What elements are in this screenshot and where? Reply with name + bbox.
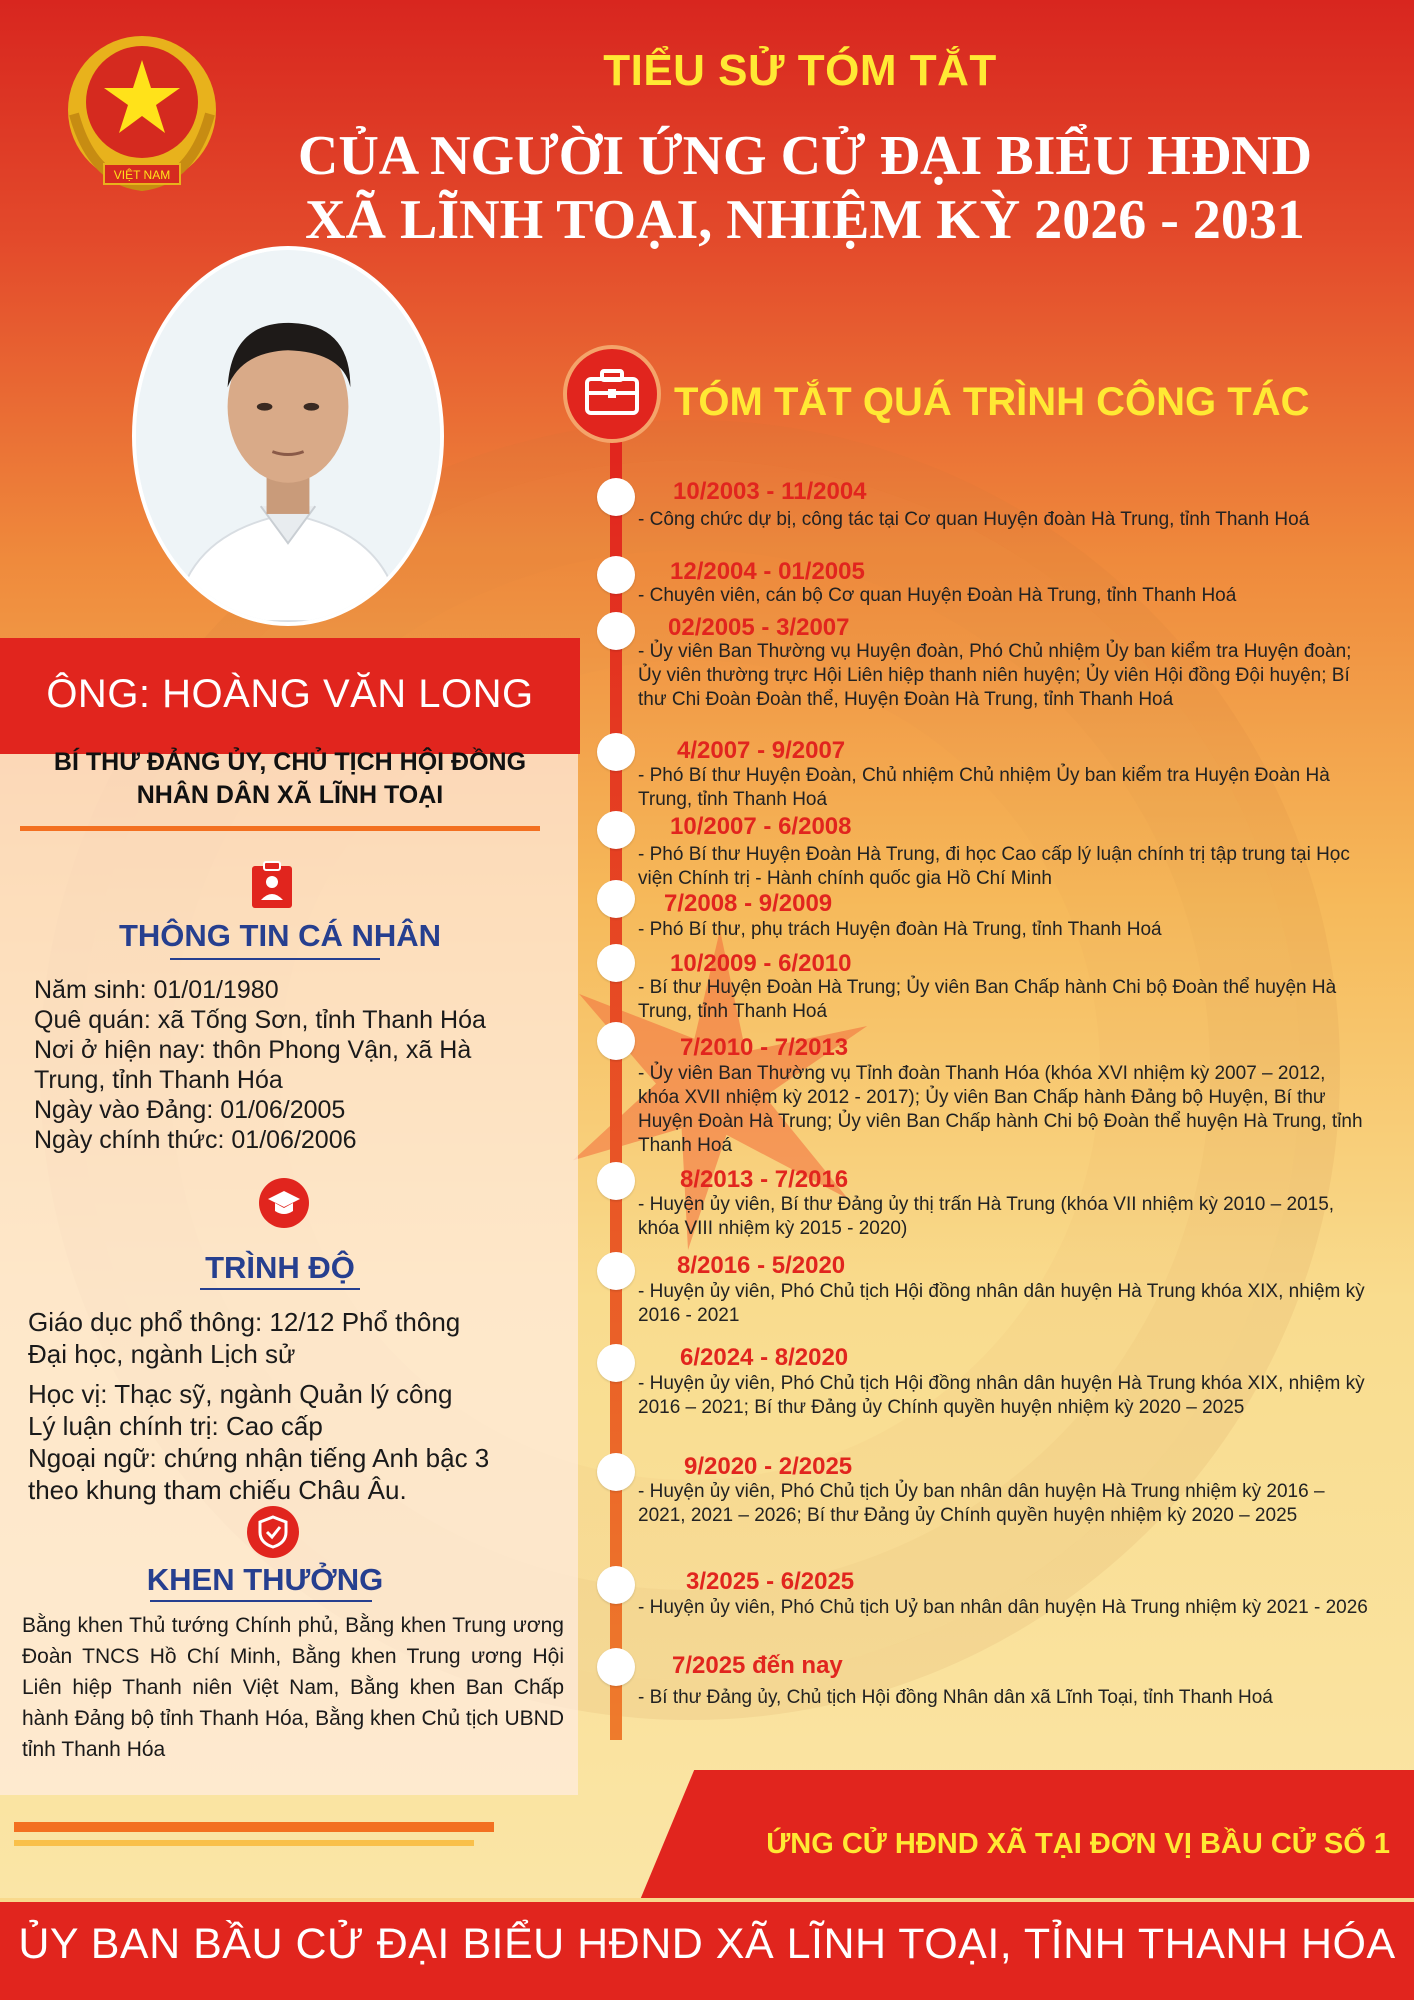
election-unit-slogan: ỨNG CỬ HĐND XÃ TẠI ĐƠN VỊ BẦU CỬ SỐ 1 [766, 1828, 1390, 1860]
timeline-date: 10/2003 - 11/2004 [673, 478, 867, 505]
timeline-dot [597, 612, 635, 650]
timeline-dot [597, 556, 635, 594]
emblem-ribbon-text: VIỆT NAM [113, 168, 171, 182]
timeline-description: - Phó Bí thư Huyện Đoàn Hà Trung, đi học Cao cấp lý luận chính trị tập trung tại Học viện Chính trị - Hành chính quốc gia Hồ Chí Minh [638, 844, 1350, 889]
personal-info-list [34, 975, 486, 1155]
timeline-description: - Ủy viên Ban Thường vụ Huyện đoàn, Phó Chủ nhiệm Ủy ban kiểm tra Huyện đoàn; Ủy viên thường trực Hội Liên hiệp thanh niên huyện; Ủy viên Hội đồng Đội huyện; Bí thư Chi Đoàn Đoàn thể, Huyện Đoàn Hà Trung, tỉnh Thanh Hoá [638, 641, 1352, 710]
timeline-date: 7/2008 - 9/2009 [664, 890, 833, 917]
timeline-description: - Huyện ủy viên, Bí thư Đảng ủy thị trấn Hà Trung (khóa VII nhiệm kỳ 2010 – 2015, khóa VIII nhiệm kỳ 2015 - 2020) [638, 1194, 1335, 1239]
personal-line: Nơi ở hiện nay: thôn Phong Vận, xã Hà [34, 1036, 472, 1064]
timeline-description: - Huyện ủy viên, Phó Chủ tịch Uỷ ban nhân dân huyện Hà Trung nhiệm kỳ 2021 - 2026 [638, 1597, 1368, 1618]
awards-text: Bằng khen Thủ tướng Chính phủ, Bằng khen Trung ương Đoàn TNCS Hồ Chí Minh, Bằng khen Trung ương Hội Liên hiệp Thanh niên Việt Nam, Bằng khen Ban Chấp hành Đảng bộ tỉnh Thanh Hóa, Bằng khen Chủ tịch UBND tỉnh Thanh Hóa [22, 1614, 564, 1761]
timeline-description: - Chuyên viên, cán bộ Cơ quan Huyện Đoàn Hà Trung, tỉnh Thanh Hoá [638, 585, 1237, 606]
personal-line: Quê quán: xã Tống Sơn, tỉnh Thanh Hóa [34, 1006, 486, 1034]
page-title-line1: CỦA NGƯỜI ỨNG CỬ ĐẠI BIỂU HĐND [297, 125, 1313, 187]
shield-check-icon [247, 1506, 299, 1558]
timeline-date: 7/2010 - 7/2013 [680, 1034, 849, 1061]
timeline-dot [597, 944, 635, 982]
timeline-date: 8/2016 - 5/2020 [677, 1252, 846, 1279]
portrait-silhouette-icon [136, 250, 440, 622]
timeline-dot [597, 1162, 635, 1200]
awards-title: KHEN THƯỞNG [146, 1562, 384, 1597]
timeline-dot [597, 811, 635, 849]
timeline-date: 10/2009 - 6/2010 [670, 950, 852, 977]
decor-yellow-line [14, 1840, 474, 1846]
candidate-name: ÔNG: HOÀNG VĂN LONG [46, 672, 534, 716]
divider [20, 826, 540, 831]
timeline-date: 9/2020 - 2/2025 [684, 1453, 853, 1480]
briefcase-icon [567, 349, 657, 439]
timeline-dot [597, 1022, 635, 1060]
decor-orange-line [14, 1822, 494, 1832]
education-title: TRÌNH ĐỘ [205, 1250, 355, 1285]
education-line: Ngoại ngữ: chứng nhận tiếng Anh bậc 3 [28, 1443, 490, 1473]
footer-committee: ỦY BAN BẦU CỬ ĐẠI BIỂU HĐND XÃ LĨNH TOẠI, TỈNH THANH HÓA [18, 1920, 1396, 1968]
timeline-dot [597, 1252, 635, 1290]
career-title: TÓM TẮT QUÁ TRÌNH CÔNG TÁC [674, 380, 1310, 424]
personal-info-underline [170, 958, 380, 960]
timeline-date: 8/2013 - 7/2016 [680, 1166, 849, 1193]
timeline-date: 7/2025 đến nay [672, 1652, 843, 1679]
national-emblem-icon [62, 30, 222, 200]
timeline-dot [597, 1453, 635, 1491]
timeline-description: - Phó Bí thư, phụ trách Huyện đoàn Hà Trung, tỉnh Thanh Hoá [638, 919, 1162, 940]
timeline-dot [597, 880, 635, 918]
timeline-date: 3/2025 - 6/2025 [686, 1568, 855, 1595]
graduation-cap-icon [259, 1178, 309, 1228]
candidate-portrait [132, 246, 444, 626]
education-line: theo khung tham chiếu Châu Âu. [28, 1475, 407, 1505]
timeline-description: - Huyện ủy viên, Phó Chủ tịch Hội đồng nhân dân huyện Hà Trung khóa XIX, nhiệm kỳ 2016 – 2021; Bí thư Đảng ủy Chính quyền huyện nhiệm kỳ 2020 – 2025 [638, 1373, 1365, 1418]
timeline-date: 6/2024 - 8/2020 [680, 1344, 849, 1371]
timeline-date: 12/2004 - 01/2005 [670, 558, 865, 585]
timeline-description: - Công chức dự bị, công tác tại Cơ quan Huyện đoàn Hà Trung, tỉnh Thanh Hoá [638, 509, 1310, 530]
timeline-description: - Phó Bí thư Huyện Đoàn, Chủ nhiệm Chủ nhiệm Ủy ban kiểm tra Huyện Đoàn Hà Trung, tỉnh Thanh Hoá [638, 765, 1330, 810]
timeline-dot [597, 478, 635, 516]
education-underline [200, 1288, 360, 1290]
page-title-line2: XÃ LĨNH TOẠI, NHIỆM KỲ 2026 - 2031 [305, 189, 1305, 251]
personal-line: Trung, tỉnh Thanh Hóa [34, 1066, 283, 1094]
timeline-description: - Huyện ủy viên, Phó Chủ tịch Hội đồng nhân dân huyện Hà Trung khóa XIX, nhiệm kỳ 2016 - 2021 [638, 1281, 1365, 1326]
timeline-dot [597, 1648, 635, 1686]
briefcase-icon-badge [563, 345, 661, 443]
personal-info-title: THÔNG TIN CÁ NHÂN [118, 918, 442, 953]
candidate-role-line1: BÍ THƯ ĐẢNG ỦY, CHỦ TỊCH HỘI ĐỒNG [53, 748, 527, 776]
page-kicker: TIỂU SỬ TÓM TẮT [603, 46, 997, 95]
education-line: Lý luận chính trị: Cao cấp [28, 1411, 323, 1441]
education-line: Đại học, ngành Lịch sử [28, 1339, 296, 1369]
id-badge-icon [247, 860, 297, 910]
timeline-description: - Bí thư Đảng ủy, Chủ tịch Hội đồng Nhân dân xã Lĩnh Toại, tỉnh Thanh Hoá [638, 1687, 1273, 1708]
personal-line: Ngày chính thức: 01/06/2006 [34, 1126, 357, 1154]
candidate-role [10, 746, 570, 812]
education-line: Giáo dục phổ thông: 12/12 Phổ thông [28, 1307, 461, 1337]
timeline-date: 02/2005 - 3/2007 [668, 614, 850, 641]
timeline-description: - Huyện ủy viên, Phó Chủ tịch Ủy ban nhân dân huyện Hà Trung nhiệm kỳ 2016 – 2021, 2021 – 2026; Bí thư Đảng ủy Chính quyền huyện nhiệm kỳ 2020 – 2025 [638, 1481, 1325, 1526]
timeline-description: - Ủy viên Ban Thường vụ Tỉnh đoàn Thanh Hóa (khóa XVI nhiệm kỳ 2007 – 2012, khóa XVII nhiệm kỳ 2012 - 2017); Ủy viên Ban Chấp hành Đảng bộ Huyện, Bí thư Huyện Đoàn Hà Trung; Ủy viên Ban Chấp hành Chi bộ Đoàn thể huyện Hà Trung, tỉnh Thanh Hoá [638, 1063, 1363, 1156]
timeline-dot [597, 733, 635, 771]
timeline-date: 4/2007 - 9/2007 [677, 737, 846, 764]
timeline-dot [597, 1344, 635, 1382]
timeline-description: - Bí thư Huyện Đoàn Hà Trung; Ủy viên Ban Chấp hành Chi bộ Đoàn thể huyện Hà Trung, tỉnh Thanh Hoá [638, 977, 1337, 1022]
timeline-date: 10/2007 - 6/2008 [670, 813, 852, 840]
awards-underline [150, 1600, 372, 1602]
personal-line: Ngày vào Đảng: 01/06/2005 [34, 1096, 346, 1124]
timeline-dot [597, 1566, 635, 1604]
personal-line: Năm sinh: 01/01/1980 [34, 976, 279, 1004]
education-list [28, 1306, 489, 1506]
education-line: Học vị: Thạc sỹ, ngành Quản lý công [28, 1379, 453, 1409]
candidate-role-line2: NHÂN DÂN XÃ LĨNH TOẠI [136, 781, 444, 809]
